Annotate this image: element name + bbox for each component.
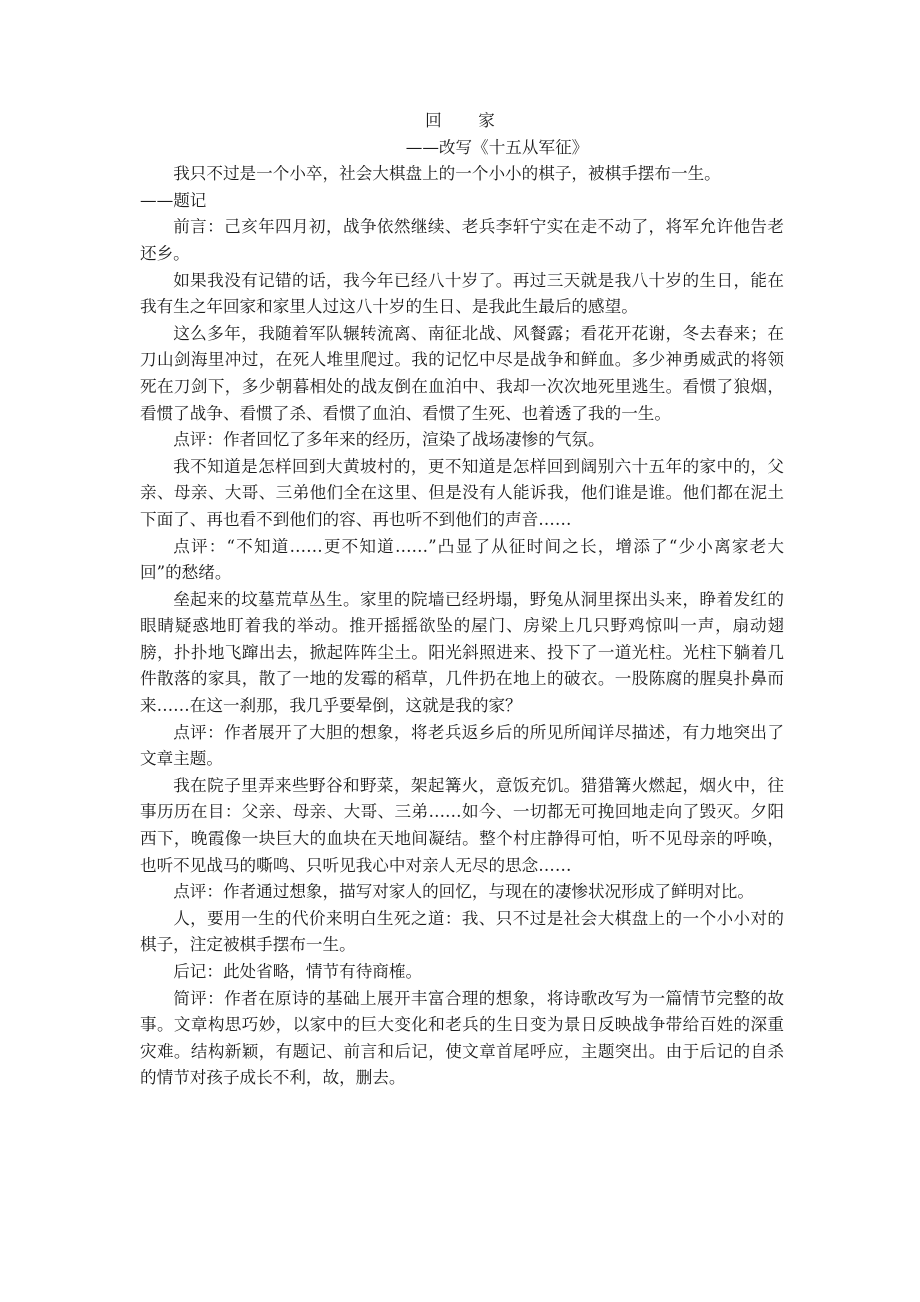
comment-paragraph: 点评：作者回忆了多年来的经历，渲染了战场凄惨的气氛。 <box>173 430 605 450</box>
comment-paragraph: 点评：作者展开了大胆的想象，将老兵返乡后的所见所闻详尽描述，有力地突出了文章主题。 <box>140 722 784 769</box>
body-paragraph: 我不知道是怎样回到大黄坡村的，更不知道是怎样回到阔别六十五年的家中的，父亲、母亲、大哥、三弟他们全在这里、但是没有人能诉我，他们谁是谁。他们都在泥土下面了、再也看不到他们的容、再也听不到他们的声音…… <box>140 456 784 529</box>
document-title: 回 家 <box>425 111 505 130</box>
body-paragraph: 这么多年，我随着军队辗转流离、南征北战、风餐露；看花开花谢，冬去春来；在刀山剑海里冲过，在死人堆里爬过。我的记忆中尽是战争和鲜血。多少神勇威武的将领死在刀剑下，多少朝暮相处的战友倒在血泊中、我却一次次地死里逃生。看惯了狼烟，看惯了战争、看惯了杀、看惯了血泊、看惯了生死、也着透了我的一生。 <box>140 323 784 423</box>
document-subtitle: ——改写《十五从军征》 <box>405 137 589 157</box>
body-paragraph: 人，要用一生的代价来明白生死之道：我、只不过是社会大棋盘上的一个小小对的棋子，注定被棋手摆布一生。 <box>140 908 784 955</box>
afterword-paragraph: 后记：此处省略，情节有待商榷。 <box>173 962 423 981</box>
comment-paragraph: 点评：“不知道……更不知道……”凸显了从征时间之长，增添了“少小离家老大回”的愁绪。 <box>140 536 784 583</box>
epigraph: 我只不过是一个小卒，社会大棋盘上的一个小小的棋子，被棋手摆布一生。 <box>173 164 721 184</box>
body-paragraph: 我在院子里弄来些野谷和野菜，架起篝火，意饭充饥。猎猎篝火燃起，烟火中，往事历历在目：父亲、母亲、大哥、三弟……如今、一切都无可挽回地走向了毁灭。夕阳西下，晚霞像一块巨大的血块在天地间凝结。整个村庄静得可怕，听不见母亲的呼唤，也听不见战马的嘶鸣、只听见我心中对亲人无尽的思念…… <box>140 775 784 875</box>
comment-paragraph: 点评：作者通过想象，描写对家人的回忆，与现在的凄惨状况形成了鲜明对比。 <box>173 882 754 902</box>
preface-paragraph: 前言：己亥年四月初，战争依然继续、老兵李轩宁实在走不动了，将军允许他告老还乡。 <box>140 217 784 263</box>
body-paragraph: 垒起来的坟墓荒草丛生。家里的院墙已经坍塌，野兔从洞里探出头来，睁着发红的眼睛疑惑地盯着我的举动。推开摇摇欲坠的屋门、房梁上几只野鸡惊叫一声，扇动翅膀，扑扑地飞蹿出去，掀起阵阵尘土。阳光斜照进来、投下了一道光柱。光柱下躺着几件散落的家具，散了一地的发霉的稻草，几件扔在地上的破衣。一股陈腐的腥臭扑鼻而来……在这一刹那，我几乎要晕倒，这就是我的家？ <box>140 589 784 716</box>
summary-comment-paragraph: 简评：作者在原诗的基础上展开丰富合理的想象，将诗歌改写为一篇情节完整的故事。文章构思巧妙，以家中的巨大变化和老兵的生日变为景日反映战争带给百姓的深重灾难。结构新颖，有题记、前言和后记，使文章首尾呼应，主题突出。由于后记的自杀的情节对孩子成长不利，故，删去。 <box>140 988 784 1088</box>
document-body <box>140 108 784 1092</box>
epigraph-label: ——题记 <box>140 190 207 210</box>
body-paragraph: 如果我没有记错的话，我今年已经八十岁了。再过三天就是我八十岁的生日，能在我有生之年回家和家里人过这八十岁的生日、是我此生最后的感望。 <box>140 270 784 317</box>
